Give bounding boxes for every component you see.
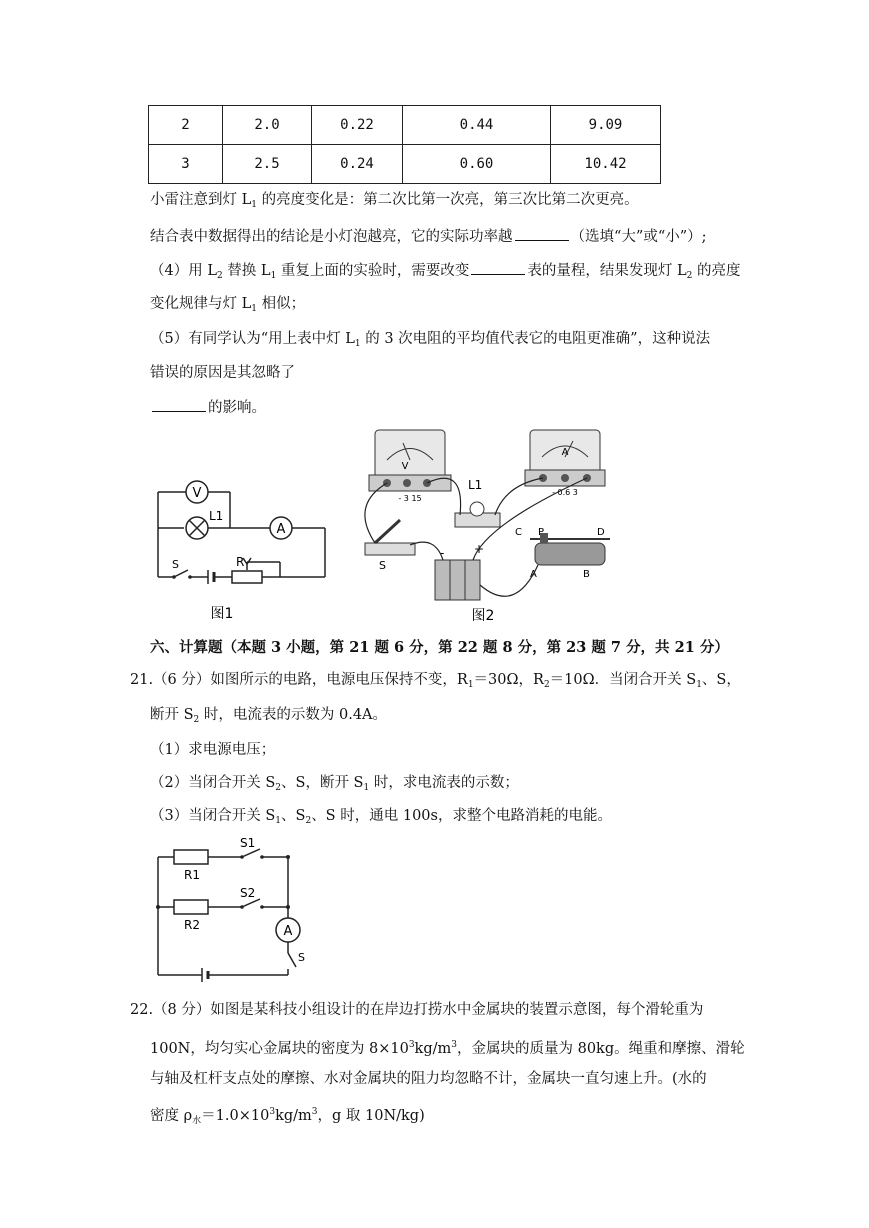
- rheostat-d-label: D: [597, 527, 605, 538]
- figure-2-apparatus: [355, 425, 620, 625]
- paragraph-q5: （5）有同学认为“用上表中灯 $L_1$ 的 3 次电阻的平均值代表它的电阻更准确”，这种说法: [150, 331, 711, 349]
- data-table: [148, 105, 661, 184]
- q21-stem-cont: 断开 $S_2$ 时，电流表的示数为 0.4A。: [150, 707, 388, 725]
- section-heading: 六、计算题（本题 3 小题，第 21 题 6 分，第 22 题 8 分，第 23 题 7 分，共 21 分）: [150, 639, 729, 656]
- paragraph-observation: 小雷注意到灯 $L_1$ 的亮度变化是：第二次比第一次亮，第三次比第二次更亮。: [150, 192, 639, 210]
- s-label: S: [298, 951, 305, 964]
- voltmeter-device: [369, 430, 451, 491]
- q22-stem-2: 100N，均匀实心金属块的密度为 $8\times 10^3kg/m^3$，金属块的质量为 80kg。绳重和摩擦、滑轮: [150, 1040, 745, 1057]
- q22-stem-3: 与轴及杠杆支点处的摩擦、水对金属块的阻力均忽略不计，金属块一直匀速上升。(水的: [150, 1071, 707, 1087]
- ammeter-scale: - 0.6 3: [552, 488, 578, 497]
- battery-minus: -: [440, 546, 445, 560]
- s1-label: S1: [240, 836, 256, 850]
- rheostat-a-label: A: [530, 569, 537, 580]
- figure-2-caption: 图2: [471, 608, 495, 624]
- figure-1-caption: 图1: [210, 606, 234, 622]
- figure-1-circuit: [150, 480, 340, 625]
- switch-device: [365, 520, 415, 555]
- table-cell: 0.44: [403, 106, 551, 145]
- lamp-label-2: L1: [468, 478, 483, 492]
- ammeter-device: [525, 430, 605, 486]
- answer-blank[interactable]: [515, 226, 569, 241]
- q21-part-1: （1）求电源电压；: [150, 742, 276, 758]
- q21-stem: 21.（6 分）如图所示的电路，电源电压保持不变，$R_1=30\Omega$，$R_2=10\Omega$．当闭合开关 $S_1$、S，: [130, 672, 741, 690]
- table-cell: 2.5: [223, 145, 312, 184]
- q21-part-2: （2）当闭合开关 $S_2$、S，断开 $S_1$ 时，求电流表的示数；: [150, 775, 519, 793]
- r2-label: R2: [184, 918, 200, 932]
- table-cell: 0.60: [403, 145, 551, 184]
- lamp-label: L1: [209, 509, 224, 523]
- table-cell: 0.22: [312, 106, 403, 145]
- answer-blank[interactable]: [152, 397, 206, 412]
- paragraph-q5-cont: 错误的原因是其忽略了: [150, 365, 295, 381]
- voltmeter-label: V: [192, 486, 202, 501]
- switch-label-2: S: [379, 559, 386, 572]
- switch-label: S: [172, 558, 179, 571]
- paragraph-q4-cont: 变化规律与灯 $L_1$ 相似；: [150, 296, 306, 314]
- paragraph-q5-end: 的影响。: [150, 397, 266, 418]
- s2-label: S2: [240, 886, 256, 900]
- rheostat-p-label: P: [538, 527, 545, 538]
- r1-label: R1: [184, 868, 200, 882]
- table-row: [149, 106, 661, 145]
- table-cell: 2: [149, 106, 223, 145]
- figure-3-circuit: [150, 835, 310, 985]
- rheostat-b-label: B: [583, 569, 590, 580]
- table-cell: 10.42: [551, 145, 661, 184]
- ammeter-label: A: [276, 522, 286, 537]
- voltmeter-scale: - 3 15: [398, 494, 422, 503]
- q22-stem-4: 密度 $\rho_水=1.0\times 10^3kg/m^3$，g 取 10N/kg): [150, 1107, 425, 1126]
- lamp-device: [455, 502, 500, 527]
- battery-plus: +: [474, 542, 485, 556]
- answer-blank[interactable]: [471, 260, 525, 275]
- q21-part-3: （3）当闭合开关 $S_1$、$S_2$、S 时，通电 100s，求整个电路消耗的电能。: [150, 808, 612, 826]
- rheostat-label: R: [236, 555, 245, 569]
- q22-stem: 22.（8 分）如图是某科技小组设计的在岸边打捞水中金属块的装置示意图，每个滑轮重为: [130, 1002, 704, 1018]
- table-cell: 3: [149, 145, 223, 184]
- table-cell: 9.09: [551, 106, 661, 145]
- table-cell: 2.0: [223, 106, 312, 145]
- voltmeter-letter: V: [401, 461, 409, 472]
- rheostat-c-label: C: [515, 527, 522, 538]
- table-row: [149, 145, 661, 184]
- table-cell: 0.24: [312, 145, 403, 184]
- ammeter-label-3: A: [283, 924, 293, 939]
- paragraph-conclusion: 结合表中数据得出的结论是小灯泡越亮，它的实际功率越 （选填“大”或“小”）;: [150, 226, 707, 247]
- battery-device: [435, 560, 480, 600]
- ammeter-letter: A: [561, 447, 569, 458]
- paragraph-q4: （4）用 $L_2$ 替换 $L_1$ 重复上面的实验时，需要改变 表的量程，结果发现灯 $L_2$ 的亮度: [150, 260, 741, 286]
